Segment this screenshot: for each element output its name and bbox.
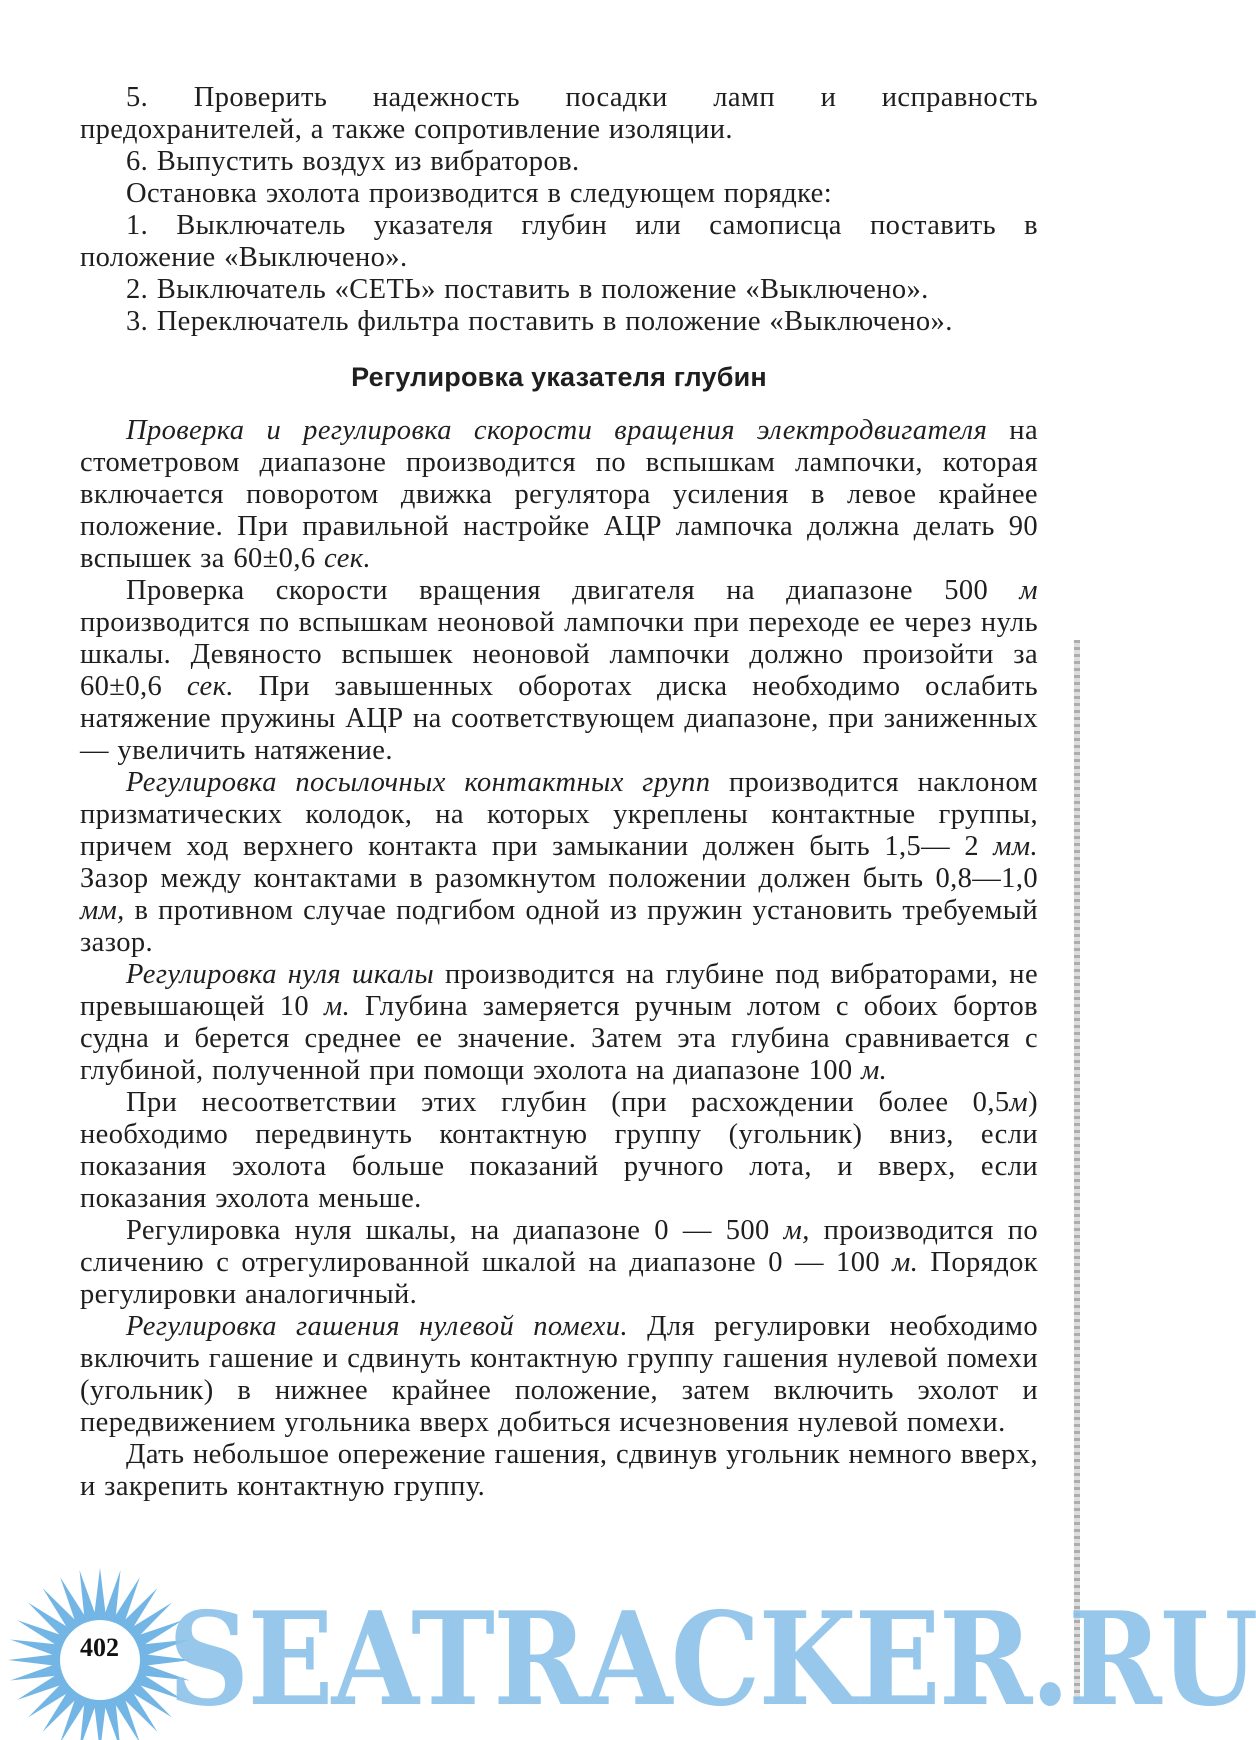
unit: сек. — [324, 543, 372, 574]
unit: м — [1019, 575, 1038, 606]
text-run: производится на глубине под вибраторами, не превышающей 10 — [80, 959, 1038, 1022]
paragraph-scale-zero-500 — [80, 1215, 1038, 1311]
paragraph-stop-2: 2. Выключатель «СЕТЬ» поставить в положение «Выключено». — [126, 274, 929, 305]
watermark-text: SEATRACKER.RU — [168, 1585, 1256, 1735]
text-run: производится наклоном призматических колодок, на которых укреплены контактные группы, причем ход верхнего контакта при замыкании должен быть 1,5— 2 — [80, 767, 1039, 862]
text-run: При завышенных оборотах диска необходимо ослабить натяжение пружины АЦР на соответствующем диапазоне, при заниженных — увеличить натяжение. — [80, 671, 1038, 766]
unit: м — [1009, 1087, 1029, 1118]
text-run: Проверка скорости вращения двигателя на диапазоне 500 — [126, 575, 1020, 606]
unit: мм. — [993, 831, 1038, 862]
text-run: Порядок регулировки аналогичный. — [80, 1247, 1038, 1310]
text-run: Для регулировки необходимо включить гашение и сдвинуть контактную группу гашения нулевой помехи (угольник) в нижнее крайнее положение, затем включить эхолот и передвижением угольника вверх добиться исчезновения нулевой помехи. — [80, 1311, 1038, 1438]
unit: м. — [861, 1055, 888, 1086]
paragraph-stop-3: 3. Переключатель фильтра поставить в положение «Выключено». — [126, 306, 953, 337]
text-run: Регулировка нуля шкалы, на диапазоне 0 — 500 — [126, 1215, 784, 1246]
page-number: 402 — [80, 1633, 119, 1662]
unit: м. — [892, 1247, 919, 1278]
unit: м. — [323, 991, 351, 1022]
page-content — [80, 82, 1038, 1503]
text-run: в противном случае подгибом одной из пружин установить требуемый зазор. — [80, 895, 1038, 958]
paragraph-item-5: 5. Проверить надежность посадки ламп и исправность предохранителей, а также сопротивление изоляции. — [80, 82, 1038, 145]
text-run: Глубина замеряется ручным лотом с обоих бортов судна и берется среднее ее значение. Затем эта глубина сравнивается с глубиной, полученной при помощи эхолота на диапазоне 100 — [80, 991, 1038, 1086]
italic-term: Регулировка посылочных контактных групп — [126, 767, 711, 798]
paragraph-contact-groups — [80, 767, 1038, 959]
paragraph-stop-intro: Остановка эхолота производится в следующем порядке: — [126, 178, 833, 209]
paragraph-null-blanking — [80, 1311, 1038, 1439]
unit: мм, — [80, 895, 125, 926]
paragraph-mismatch — [80, 1087, 1038, 1215]
text-run: производится по сличению с отрегулированной шкалой на диапазоне 0 — 100 — [80, 1215, 1038, 1278]
italic-term: Регулировка гашения нулевой помехи. — [126, 1311, 628, 1342]
unit: м, — [783, 1215, 810, 1246]
paragraph-item-6: 6. Выпустить воздух из вибраторов. — [126, 146, 580, 177]
italic-term: Проверка и регулировка скорости вращения электродвигателя — [126, 415, 988, 446]
paragraph-final: Дать небольшое опережение гашения, сдвинув угольник немного вверх, и закрепить контактную группу. — [80, 1439, 1038, 1502]
paragraph-speed-500 — [80, 575, 1038, 767]
page-binding-edge — [1074, 640, 1080, 1700]
text-run: на стометровом диапазоне производится по вспышкам лампочки, которая включается поворотом движка регулятора усиления в левое крайнее положение. При правильной настройке АЦР лампочка должна делать 90 вспышек за 60±0,6 — [80, 415, 1038, 574]
text-run: Зазор между контактами в разомкнутом положении должен быть 0,8—1,0 — [80, 863, 1038, 894]
italic-term: Регулировка нуля шкалы — [126, 959, 435, 990]
paragraph-stop-1: 1. Выключатель указателя глубин или самописца поставить в положение «Выключено». — [80, 210, 1038, 273]
paragraph-scale-zero — [80, 959, 1038, 1087]
text-run: ) необходимо передвинуть контактную группу (угольник) вниз, если показания эхолота больше показаний ручного лота, и вверх, если показания эхолота меньше. — [80, 1087, 1038, 1214]
text-run: производится по вспышкам неоновой лампочки при переходе ее через нуль шкалы. Девяносто вспышек неоновой лампочки должно произойти за 60±0,6 — [80, 607, 1038, 702]
paragraph-motor-speed — [80, 415, 1038, 575]
section-heading: Регулировка указателя глубин — [351, 362, 767, 392]
unit: сек. — [186, 671, 234, 702]
text-run: При несоответствии этих глубин (при расхождении более 0,5 — [126, 1087, 1010, 1118]
